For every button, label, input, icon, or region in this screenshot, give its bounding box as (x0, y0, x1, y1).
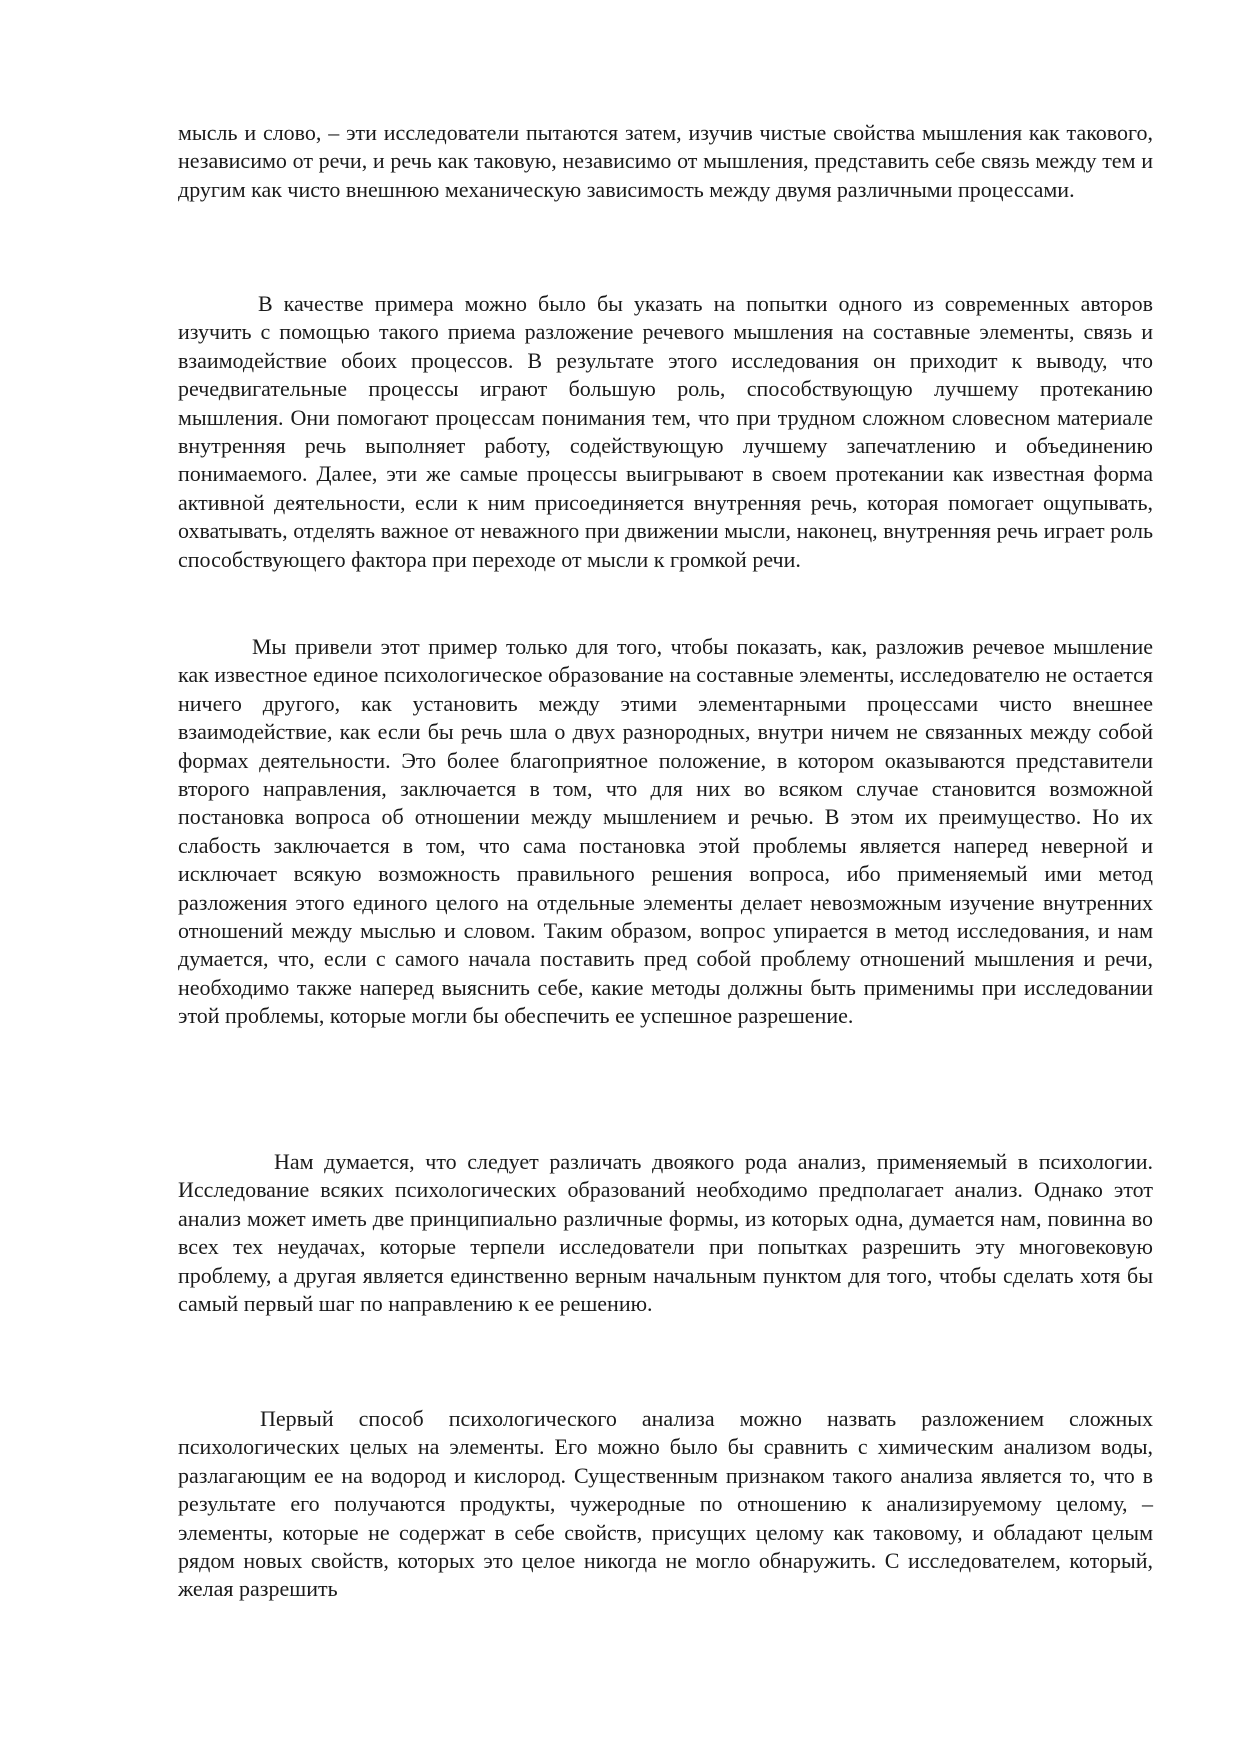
paragraph-1: мысль и слово, – эти исследователи пытаются затем, изучив чистые свойства мышления как такового, независимо от речи, и речь как таковую, независимо от мышления, представить себе связь между тем и другим как чисто внешнюю механическую зависимость между двумя различными процессами. (178, 120, 1153, 202)
paragraph-4: Нам думается, что следует различать двоякого рода анализ, применяемый в психологии. Исследование всяких психологических образований необходимо предполагает анализ. Однако этот анализ может иметь две принципиально различные формы, из которых одна, думается нам, повинна во всех тех неудачах, которые терпели исследователи при попытках разрешить эту многовековую проблему, а другая является единственно верным начальным пунктом для того, чтобы сделать хотя бы самый первый шаг по направлению к ее решению. (178, 1149, 1153, 1317)
paragraph-2: В качестве примера можно было бы указать на попытки одного из современных авторов изучить с помощью такого приема разложение речевого мышления на составные элементы, связь и взаимодействие обоих процессов. В результате этого исследования он приходит к выводу, что речедвигательные процессы играют большую роль, способствующую лучшему протеканию мышления. Они помогают процессам понимания тем, что при трудном сложном словесном материале внутренняя речь выполняет работу, содействующую лучшему запечатлению и объединению понимаемого. Далее, эти же самые процессы выигрывают в своем протекании как известная форма активной деятельности, если к ним присоединяется внутренняя речь, которая помогает ощупывать, охватывать, отделять важное от неважного при движении мысли, наконец, внутренняя речь играет роль способствующего фактора при переходе от мысли к громкой речи. (178, 291, 1153, 572)
paragraph-5: Первый способ психологического анализа можно назвать разложением сложных психологических целых на элементы. Его можно было бы сравнить с химическим анализом воды, разлагающим ее на водород и кислород. Существенным признаком такого анализа является то, что в результате его получаются продукты, чужеродные по отношению к анализируемому целому, – элементы, которые не содержат в себе свойств, присущих целому как таковому, и обладают целым рядом новых свойств, которых это целое никогда не могло обнаружить. С исследователем, который, желая разрешить (178, 1406, 1153, 1602)
paragraph-3: Мы привели этот пример только для того, чтобы показать, как, разложив речевое мышление как известное единое психологическое образование на составные элементы, исследователю не остается ничего другого, как установить между этими элементарными процессами чисто внешнее взаимодействие, как если бы речь шла о двух разнородных, внутри ничем не связанных между собой формах деятельности. Это более благоприятное положение, в котором оказываются представители второго направления, заключается в том, что для них во всяком случае становится возможной постановка вопроса об отношении между мышлением и речью. В этом их преимущество. Но их слабость заключается в том, что сама постановка этой проблемы является наперед неверной и исключает всякую возможность правильного решения вопроса, ибо применяемый ими метод разложения этого единого целого на отдельные элементы делает невозможным изучение внутренних отношений между мыслью и словом. Таким образом, вопрос упирается в метод исследования, и нам думается, что, если с самого начала поставить пред собой проблему отношений мышления и речи, необходимо также наперед выяснить себе, какие методы должны быть применимы при исследовании этой проблемы, которые могли бы обеспечить ее успешное разрешение. (178, 634, 1153, 1029)
